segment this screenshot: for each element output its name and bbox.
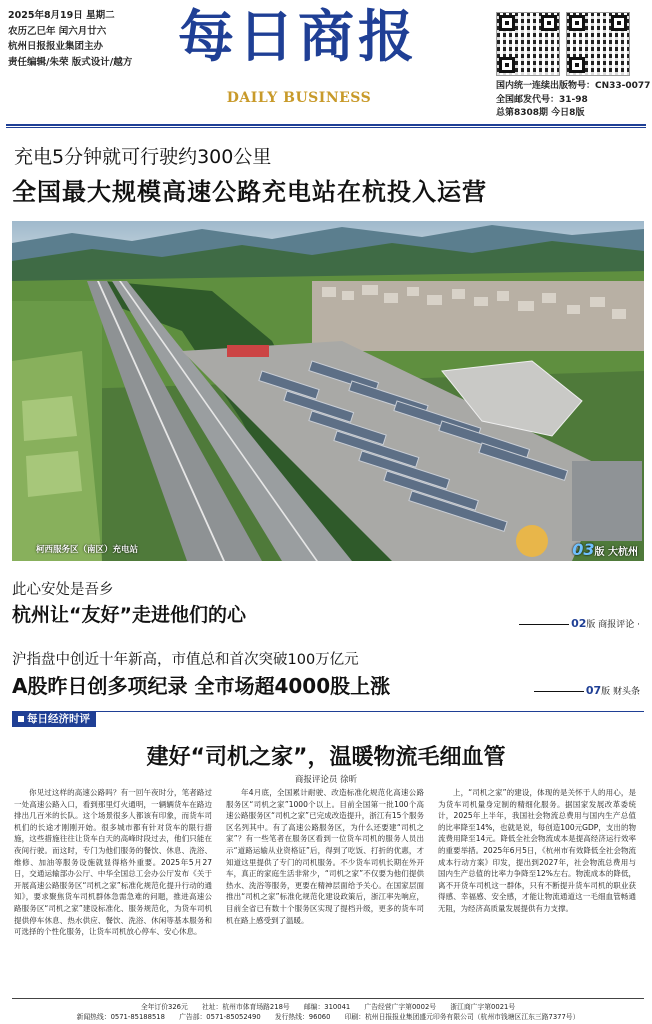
teaser1-kicker: 此心安处是吾乡 bbox=[12, 582, 114, 598]
footer-item: 发行热线：96060 bbox=[274, 1013, 331, 1021]
article-column-1 bbox=[14, 787, 212, 995]
article-column-3 bbox=[438, 787, 636, 995]
teaser2-headline[interactable]: A股昨日创多项纪录 全市场超4000股上涨 bbox=[12, 674, 391, 698]
masthead-rule bbox=[6, 124, 646, 126]
footer-item: 浙江商广字第0021号 bbox=[450, 1003, 516, 1011]
footer-line-2 bbox=[12, 1011, 644, 1021]
qr-code-icon[interactable] bbox=[496, 12, 560, 76]
footer-item: 邮编：310041 bbox=[303, 1003, 351, 1011]
postal-code: 全国邮发代号：31-98 bbox=[496, 94, 588, 105]
cn-code: 国内统一连续出版物号：CN33-0077 bbox=[496, 81, 651, 91]
newspaper-title: 每日商报 bbox=[178, 4, 418, 70]
column-rule bbox=[12, 711, 644, 727]
article-column-2 bbox=[226, 787, 424, 995]
footer-line-1 bbox=[12, 1001, 644, 1011]
teaser1-page-ref[interactable] bbox=[519, 617, 640, 630]
article-text: 年4月底，全国累计耐驶、改造标准化规范化高速公路服务区“司机之家”1000个以上。目前全国第一批100个高速公路服务区“司机之家”已完成改造提升，浙江有15个服务区名列其中。有了高速公路服务区，为什么还要建“司机之家”？有一些笔者在服务区看到一位货车司机的服务人员出示“道路运输从业资格证”后，得到了吃饭、打折的优惠，才知道这里提供了专门的司机服务。不少货车司机长期在外开车，真正的家庭生活非常少，“司机之家”不仅要为他们提供热水、洗浴等服务，更要在精神层面给予关心。在国家层面推出“司机之家”标准化规范化建设政策后，浙江率先响应，目前全省已有数十个服务区实现了提档升级，更多的货车司机在路上感受到了温暖。 bbox=[226, 788, 424, 925]
teaser1-headline[interactable]: 杭州让“友好”走进他们的心 bbox=[12, 604, 246, 626]
masthead-rule bbox=[6, 127, 646, 128]
footer-item: 新闻热线：0571-85188518 bbox=[76, 1013, 165, 1021]
footer-item: 印刷：杭州日报报业集团盛元印务有限公司（杭州市钱塘区江东三路7377号） bbox=[344, 1013, 580, 1021]
footer-rule bbox=[12, 998, 644, 999]
teaser2-page-ref[interactable] bbox=[534, 684, 640, 697]
page-number: 02 bbox=[571, 617, 587, 630]
qr-code-icon[interactable] bbox=[566, 12, 630, 76]
lead-photo[interactable] bbox=[12, 221, 644, 561]
footer-item: 全年订价326元 bbox=[140, 1003, 188, 1011]
byline: 商报评论员 徐昕 bbox=[294, 775, 358, 785]
publication-codes bbox=[496, 80, 651, 121]
sponsor: 杭州日报报业集团主办 bbox=[8, 41, 104, 52]
issue-number: 总第8308期 今日8版 bbox=[496, 108, 585, 118]
masthead-info bbox=[8, 8, 158, 70]
page-label: 版 财头条 bbox=[601, 687, 640, 697]
lead-kicker: 充电5分钟就可行驶约300公里 bbox=[14, 146, 272, 168]
teaser2-kicker: 沪指盘中创近十年新高，市值总和首次突破100万亿元 bbox=[12, 652, 359, 668]
commentary-headline[interactable]: 建好“司机之家”，温暖物流毛细血管 bbox=[146, 745, 506, 770]
photo-caption: 柯西服务区（南区）充电站 bbox=[36, 545, 139, 555]
page-label: 版 大杭州 bbox=[594, 547, 638, 558]
issue-date: 2025年8月19日 星期二 bbox=[8, 10, 115, 21]
square-icon bbox=[18, 716, 24, 722]
footer-item: 社址：杭州市体育场路218号 bbox=[201, 1003, 290, 1011]
lunar-date: 农历乙巳年 闰六月廿六 bbox=[8, 25, 107, 37]
article-text: 你见过这样的高速公路吗？有一回午夜时分，笔者路过一处高速公路入口，看到那里灯火通明，一辆辆货车在路边排出几百米的长队。这个场景很多人都该有印象，而货车司机们的长途才刚刚开始。很多城市都有针对货车的限行措施，这些措施往往让货车白天的高峰时段过去，他们只能在夜间行驶。而这时，专门为他们服务的餐饮、休息、洗浴、维修、加油等服务设施就显得格外重要。2025年5月27日，交通运输部办公厅、中华全国总工会办公厅发布《关于开展高速公路服务区“司机之家”标准化规范化提升行动的通知》，要求聚焦货车司机群体急需急难的问题，推进高速公路服务区“司机之家”建设标准化、服务规范化，为货车司机提供停车休息、热水供应、餐饮、洗浴、休闲等基本服务和可选择的个性化服务，让货车司机放心停车、安心休息。 bbox=[14, 788, 212, 937]
page-number: 07 bbox=[585, 684, 602, 697]
newspaper-title-en: DAILY BUSINESS bbox=[226, 90, 372, 106]
lead-headline[interactable]: 全国最大规模高速公路充电站在杭投入运营 bbox=[12, 178, 487, 206]
column-tag bbox=[12, 711, 96, 727]
footer-item: 广告部：0571-85052490 bbox=[179, 1013, 261, 1021]
page-number: 03 bbox=[572, 540, 595, 559]
article-text: 上，“司机之家”的建设，体现的是关怀于人的用心，是为货车司机量身定制的精细化服务。据国家发展改革委统计，2025年上半年，我国社会物流总费用与国内生产总值的比率降至14%，也就是说，每创造100元GDP，支出的物流费用降至14元。降低全社会物流成本是提高经济运行效率的重要举措。2025年6月5日，《杭州市有效降低全社会物流成本行动方案》印发，提出到2027年，社会物流总费用与国内生产总值的比率力争降至12%左右。物流成本的降低，离不开货车司机这一群体，只有不断提升货车司机的职业获得感、幸福感、安全感，才能让物流通道这一毛细血管畅通无阻，为经济高质量发展提供有力支撑。 bbox=[438, 788, 636, 913]
editors: 责任编辑/朱荣 版式设计/越方 bbox=[8, 56, 133, 68]
column-tag-label: 每日经济时评 bbox=[27, 713, 90, 725]
footer-item: 广告经营广字第0002号 bbox=[364, 1003, 437, 1011]
page-label: 版 商报评论 · bbox=[586, 620, 640, 630]
lead-page-ref[interactable] bbox=[572, 540, 638, 559]
